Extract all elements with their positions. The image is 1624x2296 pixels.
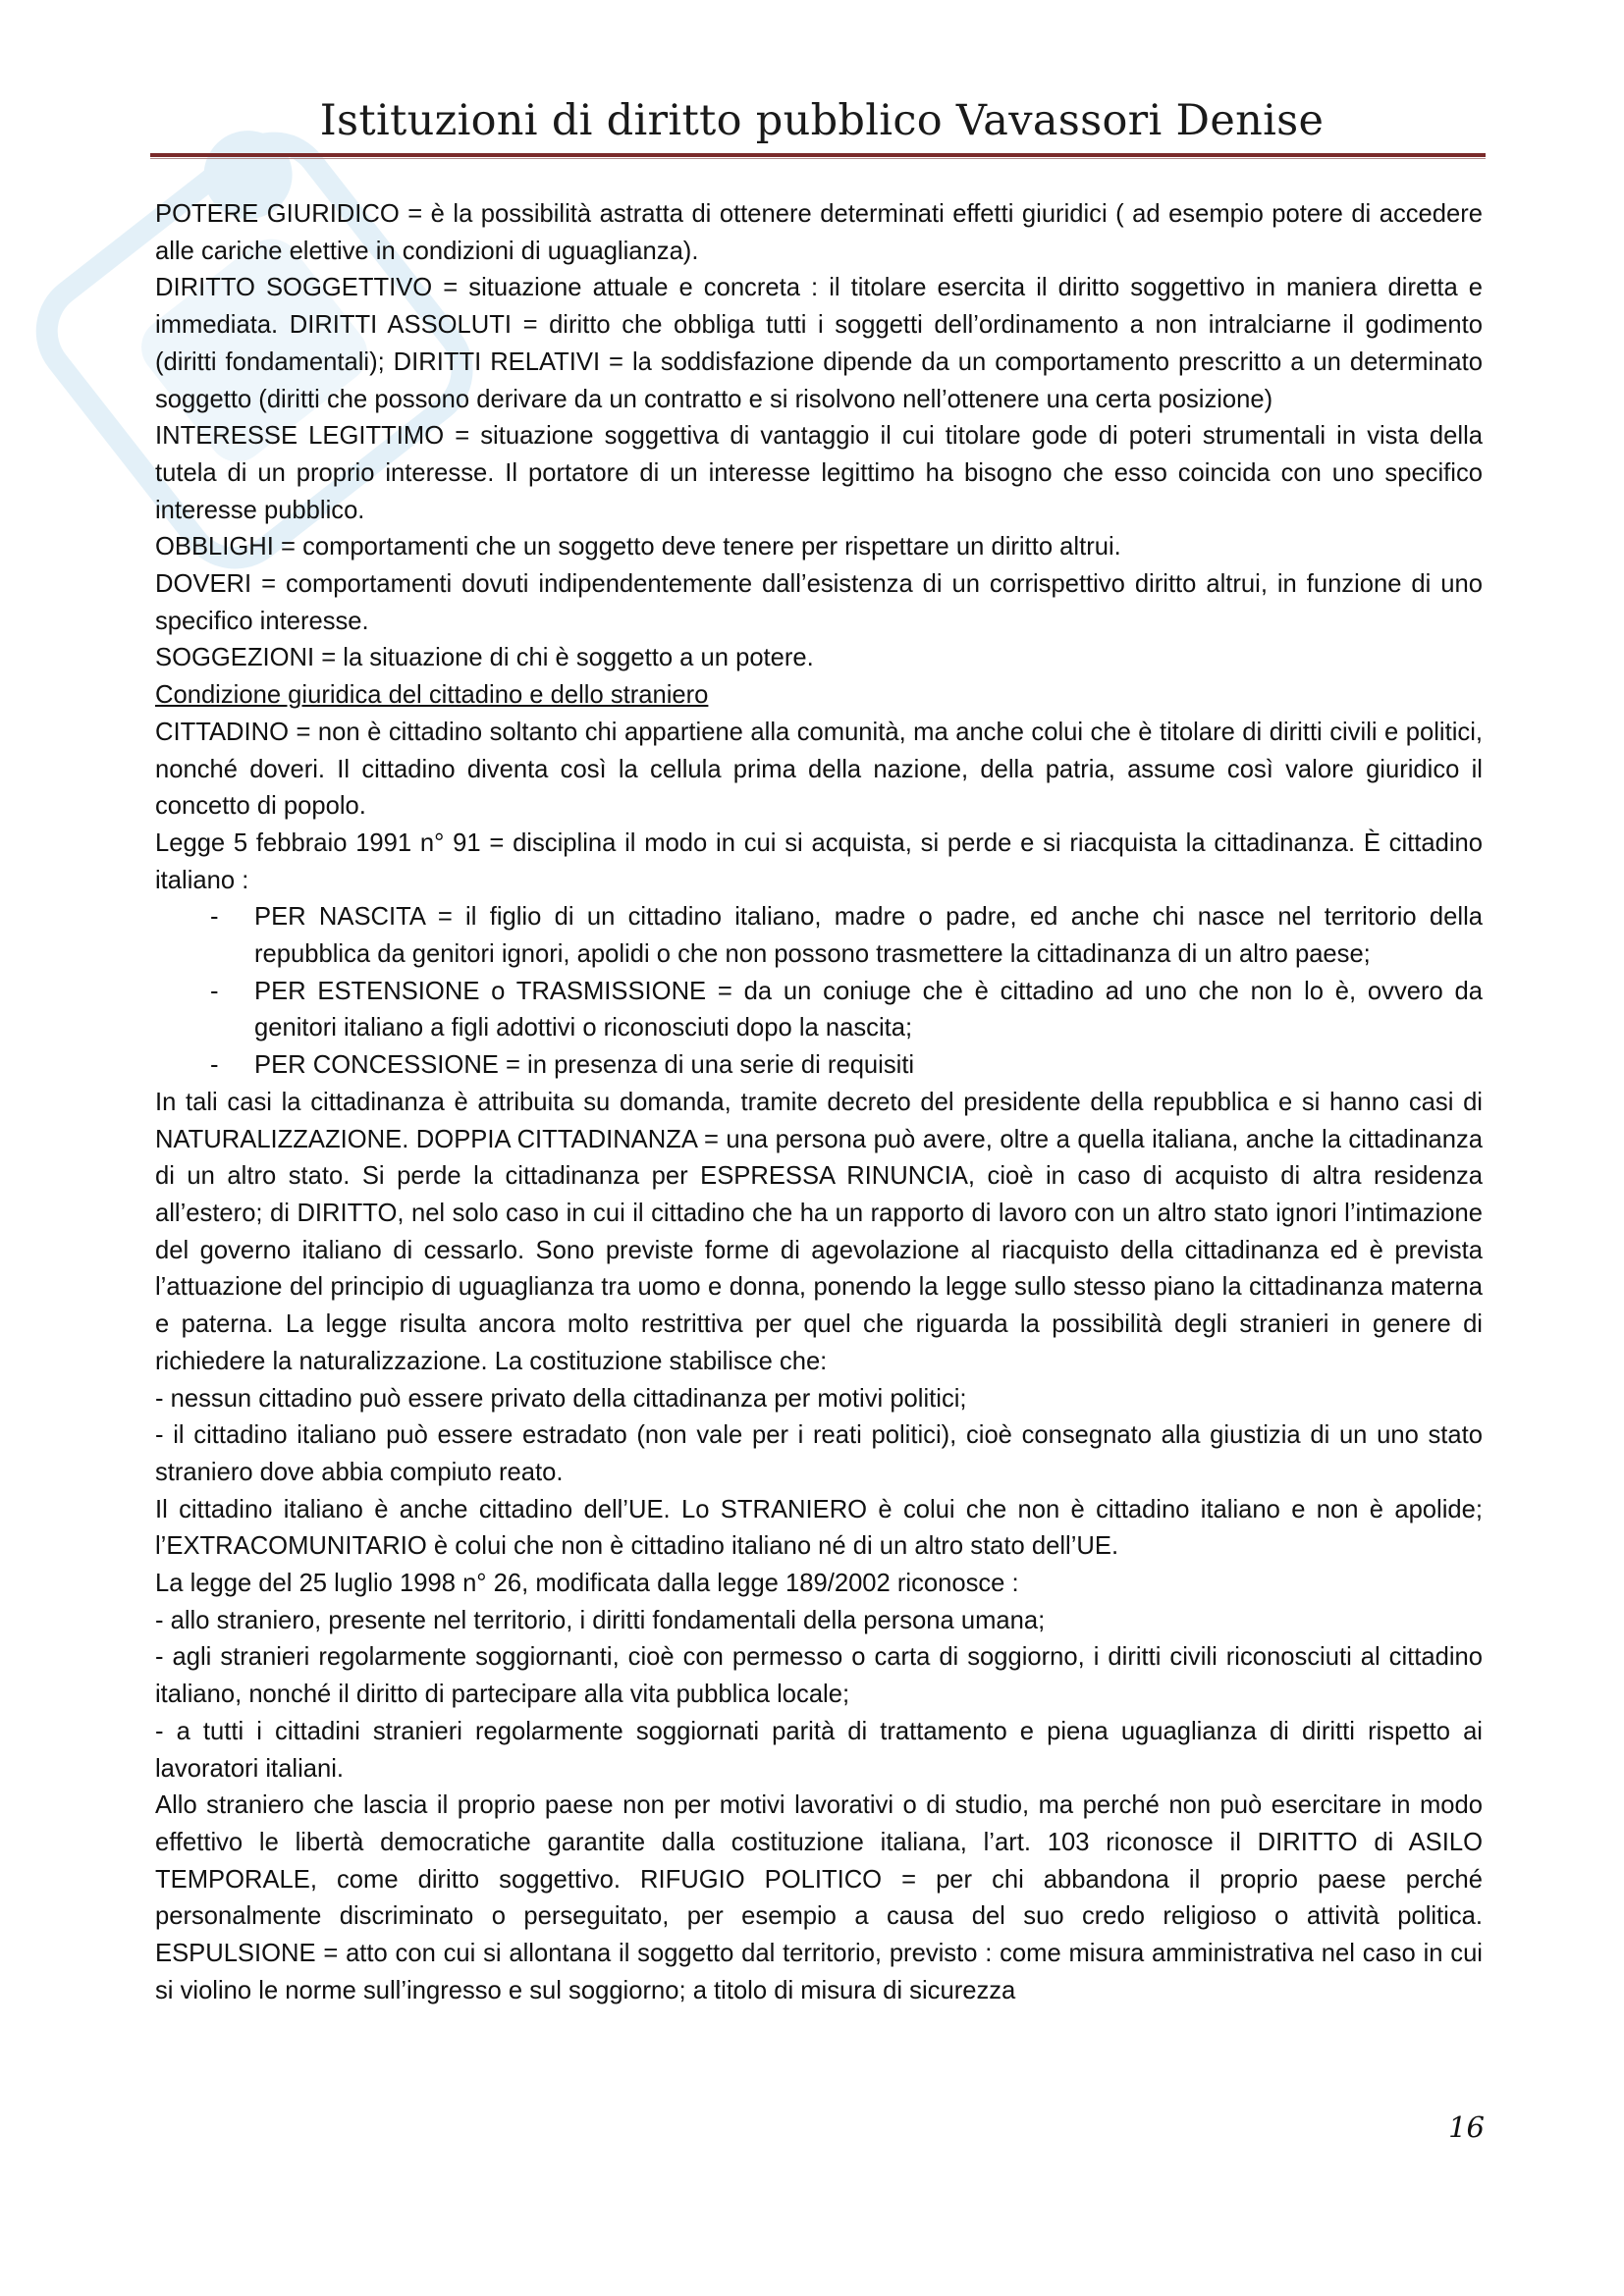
page-header-title: Istituzioni di diritto pubblico Vavassori Denise bbox=[319, 96, 1325, 145]
paragraph: SOGGEZIONI = la situazione di chi è soggetto a un potere. bbox=[155, 644, 814, 672]
paragraph: In tali casi la cittadinanza è attribuita su domanda, tramite decreto del presidente della repubblica e si hanno casi di NATURALIZZAZIONE. DOPPIA CITTADINANZA = una persona può avere, oltre a quella italiana, anche la cittadinanza di un altro stato. Si perde la cittadinanza per ESPRESSA RINUNCIA, cioè in caso di acquisto di altra residenza all’estero; di DIRITTO, nel solo caso in cui il cittadino che ha un rapporto di lavoro con un altro stato ignori l’intimazione del governo italiano di cessarlo. Sono previste forme di agevolazione al riacquisto della cittadinanza ed è prevista l’attuazione del principio di uguaglianza tra uomo e donna, ponendo la legge sullo stesso piano la cittadinanza materna e paterna. La legge risulta ancora molto restrittiva per quel che riguarda la possibilità degli stranieri in genere di richiedere la naturalizzazione. La costituzione stabilisce che: bbox=[155, 1088, 1483, 1375]
bullet-marker: - bbox=[210, 977, 219, 1005]
paragraph: Il cittadino italiano è anche cittadino dell’UE. Lo STRANIERO è colui che non è cittadino italiano e non è apolide; l’EXTRACOMUNITARIO è colui che non è cittadino italiano né di un altro stato dell’UE. bbox=[155, 1495, 1483, 1561]
paragraph: DIRITTO SOGGETTIVO = situazione attuale e concreta : il titolare esercita il diritto soggettivo in maniera diretta e immediata. DIRITTI ASSOLUTI = diritto che obbliga tutti i soggetti dell’ordinamento a non intralciarne il godimento (diritti fondamentali); DIRITTI RELATIVI = la soddisfazione dipende da un comportamento prescritto a un determinato soggetto (diritti che possono derivare da un contratto e si risolvono nell’ottenere una certa posizione) bbox=[155, 274, 1483, 413]
header-divider-thin bbox=[150, 158, 1486, 159]
paragraph: La legge del 25 luglio 1998 n° 26, modificata dalla legge 189/2002 riconosce : bbox=[155, 1570, 1019, 1598]
paragraph: OBBLIGHI = comportamenti che un soggetto deve tenere per rispettare un diritto altrui. bbox=[155, 533, 1121, 561]
paragraph: Allo straniero che lascia il proprio paese non per motivi lavorativi o di studio, ma perché non può esercitare in modo effettivo le libertà democratiche garantite dalla costituzione italiana, l’art. 103 riconosce il DIRITTO di ASILO TEMPORALE, come diritto soggettivo. RIFUGIO POLITICO = per chi abbandona il proprio paese perché personalmente discriminato o perseguitato, per esempio a causa del suo credo religioso o attività politica. ESPULSIONE = atto con cui si allontana il soggetto dal territorio, previsto : come misura amministrativa nel caso in cui si violino le norme sull’ingresso e sul soggiorno; a titolo di misura di sicurezza bbox=[155, 1791, 1483, 2004]
paragraph: - agli stranieri regolarmente soggiornanti, cioè con permesso o carta di soggiorno, i diritti civili riconosciuti al cittadino italiano, nonché il diritto di partecipare alla vita pubblica locale; bbox=[155, 1643, 1483, 1709]
bullet-marker: - bbox=[210, 1051, 219, 1080]
paragraph: INTERESSE LEGITTIMO = situazione soggettiva di vantaggio il cui titolare gode di poteri strumentali in vista della tutela di un proprio interesse. Il portatore di un interesse legittimo ha bisogno che esso coincida con uno specifico interesse pubblico. bbox=[155, 422, 1483, 524]
paragraph: - allo straniero, presente nel territorio, i diritti fondamentali della persona umana; bbox=[155, 1606, 1046, 1634]
bullet-list bbox=[155, 899, 1483, 1085]
list-item bbox=[155, 899, 1483, 973]
paragraph: - a tutti i cittadini stranieri regolarmente soggiornati parità di trattamento e piena uguaglianza di diritti rispetto ai lavoratori italiani. bbox=[155, 1717, 1483, 1783]
paragraph: CITTADINO = non è cittadino soltanto chi appartiene alla comunità, ma anche colui che è titolare di diritti civili e politici, nonché doveri. Il cittadino diventa così la cellula prima della nazione, della patria, assume così valore giuridico il concetto di popolo. bbox=[155, 718, 1483, 821]
document-body bbox=[155, 196, 1483, 2009]
header-divider bbox=[150, 153, 1486, 157]
list-item-text: PER CONCESSIONE = in presenza di una serie di requisiti bbox=[254, 1051, 915, 1080]
section-heading: Condizione giuridica del cittadino e dello straniero bbox=[155, 681, 709, 710]
paragraph: DOVERI = comportamenti dovuti indipendentemente dall’esistenza di un corrispettivo diritto altrui, in funzione di uno specifico interesse. bbox=[155, 570, 1483, 635]
list-item bbox=[155, 1047, 1483, 1085]
paragraph: - il cittadino italiano può essere estradato (non vale per i reati politici), cioè consegnato alla giustizia di un uno stato straniero dove abbia compiuto reato. bbox=[155, 1421, 1483, 1486]
bullet-marker: - bbox=[210, 903, 219, 932]
paragraph: Legge 5 febbraio 1991 n° 91 = disciplina il modo in cui si acquista, si perde e si riacquista la cittadinanza. È cittadino italiano : bbox=[155, 828, 1483, 894]
paragraph: POTERE GIURIDICO = è la possibilità astratta di ottenere determinati effetti giuridici ( ad esempio potere di accedere alle cariche elettive in condizioni di uguaglianza). bbox=[155, 200, 1483, 265]
paragraph: - nessun cittadino può essere privato della cittadinanza per motivi politici; bbox=[155, 1384, 967, 1413]
page-number: 16 bbox=[1448, 2110, 1485, 2144]
list-item bbox=[155, 974, 1483, 1047]
list-item-text: PER NASCITA = il figlio di un cittadino italiano, madre o padre, ed anche chi nasce nel territorio della repubblica da genitori ignori, apolidi o che non possono trasmettere la cittadinanza di un altro paese; bbox=[254, 903, 1483, 969]
list-item-text: PER ESTENSIONE o TRASMISSIONE = da un coniuge che è cittadino ad uno che non lo è, ovvero da genitori italiano a figli adottivi o riconosciuti dopo la nascita; bbox=[254, 977, 1483, 1042]
